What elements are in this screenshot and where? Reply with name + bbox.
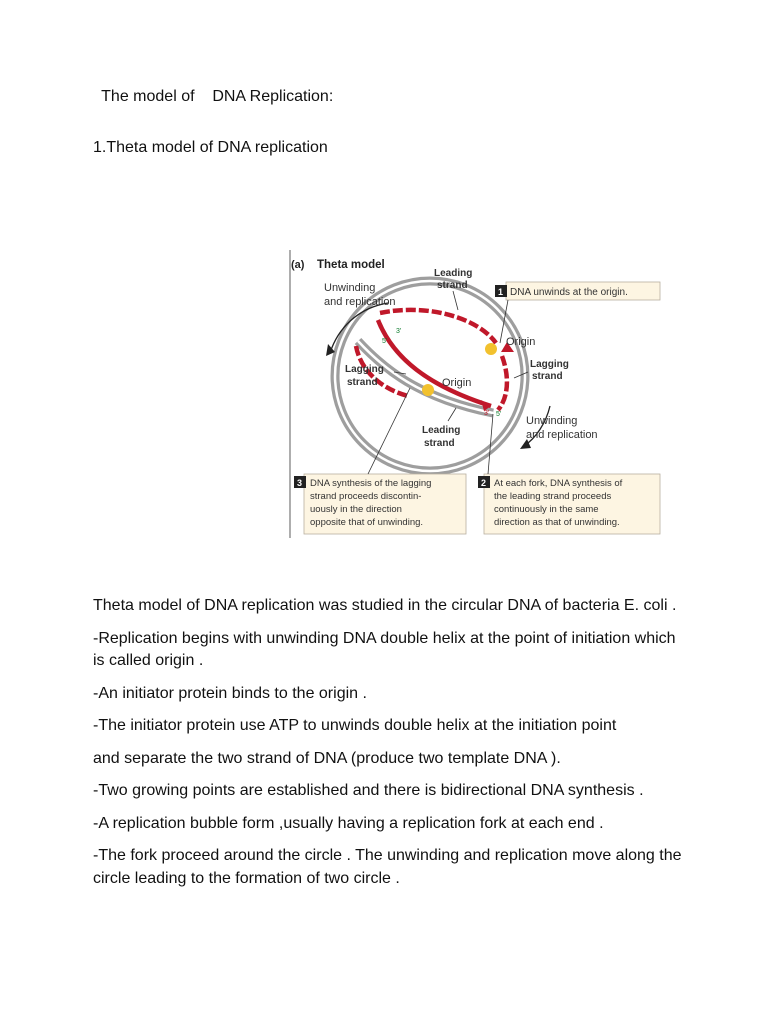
body-text	[93, 595, 683, 890]
paragraph: -Replication begins with unwinding DNA double helix at the point of initiation which is called origin .	[93, 629, 676, 669]
replication-bubble	[356, 310, 514, 413]
callout-line: opposite that of unwinding.	[310, 517, 424, 528]
leader-line	[453, 291, 458, 310]
paragraph: -Two growing points are established and there is bidirectional DNA synthesis .	[93, 782, 644, 799]
step-number: 3	[297, 478, 303, 488]
callout-line: At each fork, DNA synthesis of	[494, 478, 623, 489]
label-unwinding-top: Unwinding	[324, 282, 376, 294]
label-and-replication-top: and replication	[324, 296, 396, 308]
theta-model-diagram	[288, 248, 666, 540]
lagging-new-strand-right	[498, 356, 507, 410]
label-lagging-left-1: Lagging	[345, 364, 384, 375]
theta-model-figure	[288, 248, 666, 540]
label-and-replication-right: and replication	[526, 429, 598, 441]
panel-title: Theta model	[317, 259, 385, 271]
label-unwinding-right: Unwinding	[526, 415, 578, 427]
step-number: 1	[498, 287, 504, 297]
label-lagging-right-2: strand	[532, 371, 563, 382]
label-3-prime: 3'	[484, 410, 490, 417]
callout-line: continuously in the same	[494, 504, 599, 515]
paragraph: Theta model of DNA replication was studied in the circular DNA of bacteria E. coli .	[93, 597, 677, 614]
label-leading-bottom-1: Leading	[422, 425, 461, 436]
callout-line: DNA synthesis of the lagging	[310, 478, 432, 489]
paragraph: -The fork proceed around the circle . The unwinding and replication move along the circle leading to the formation of two circle .	[93, 847, 682, 887]
panel-label: (a)	[291, 259, 305, 271]
paragraph: -An initiator protein binds to the origin .	[93, 684, 367, 702]
label-5-prime: 5'	[382, 338, 388, 345]
callout-text: DNA unwinds at the origin.	[510, 287, 628, 298]
callout-line: strand proceeds discontin-	[310, 491, 422, 502]
page-title: The model of DNA Replication:	[97, 88, 334, 105]
label-origin-inner: Origin	[442, 377, 472, 389]
label-lagging-right-1: Lagging	[530, 359, 569, 370]
label-5-prime: 5'	[496, 411, 502, 418]
step-number: 2	[481, 478, 487, 488]
callout-line: direction as that of unwinding.	[494, 517, 620, 528]
leader-line	[448, 408, 456, 421]
label-lagging-left-2: strand	[347, 377, 378, 388]
callout-line: uously in the direction	[310, 504, 402, 515]
paragraph: -The initiator protein use ATP to unwinds double helix at the initiation point	[93, 717, 617, 734]
paragraph: -A replication bubble form ,usually having a replication fork at each end .	[93, 814, 604, 832]
callout-line: the leading strand proceeds	[494, 491, 612, 502]
paragraph: and separate the two strand of DNA (produce two template DNA ).	[93, 749, 561, 767]
section-heading: 1.Theta model of DNA replication	[93, 139, 328, 156]
origin-marker-outer	[485, 343, 497, 355]
label-3-prime: 3'	[396, 328, 402, 335]
label-leading-top-2: strand	[437, 280, 468, 291]
label-leading-top-1: Leading	[434, 268, 473, 279]
label-origin-outer: Origin	[506, 336, 536, 348]
origin-marker-inner	[422, 384, 434, 396]
label-leading-bottom-2: strand	[424, 438, 455, 449]
lagging-new-strand-top	[380, 310, 496, 343]
